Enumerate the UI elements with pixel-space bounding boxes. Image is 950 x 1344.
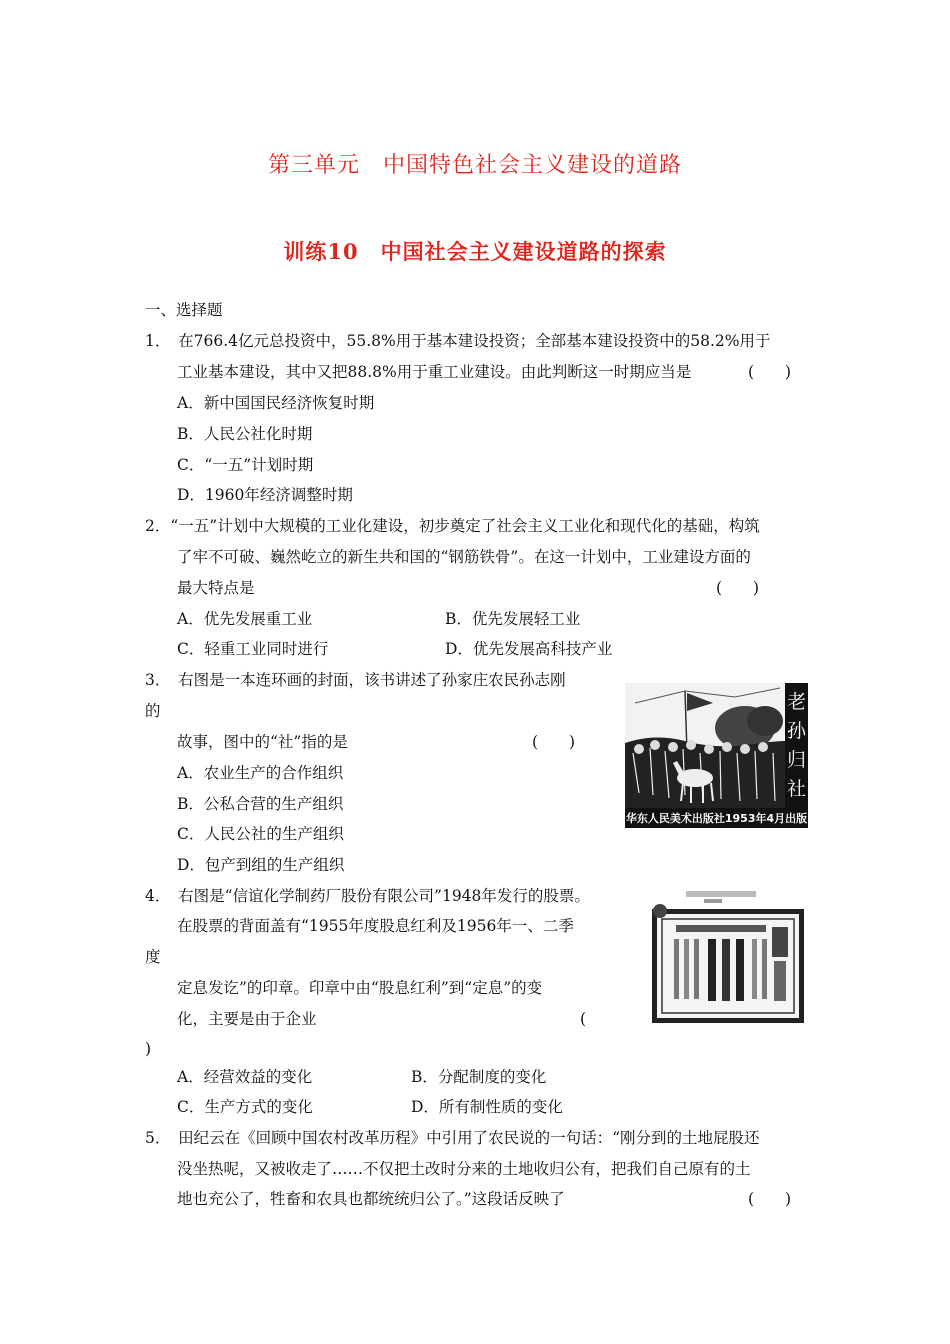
option-c: C．人民公社的生产组织 [177, 825, 344, 843]
section-title: 一、选择题 [145, 301, 223, 319]
unit-title: 第三单元 中国特色社会主义建设的道路 [267, 153, 682, 178]
comic-title-char: 孙 [786, 720, 806, 742]
option-a: A．优先发展重工业 [177, 610, 313, 628]
question-text-line: 5． 田纪云在《回顾中国农村改革历程》中引用了农民说的一句话：“刚分到的土地屁股还 [145, 1129, 760, 1147]
question-text-line: 定息发讫”的印章。印章中由“股息红利”到“定息”的变 [177, 979, 543, 997]
question-text-line: 2．“一五”计划中大规模的工业化建设，初步奠定了社会主义工业化和现代化的基础，构筑 [145, 517, 760, 535]
question-text-line: 度 [145, 948, 161, 966]
option-b: B．分配制度的变化 [411, 1068, 547, 1086]
question-text-line: 地也充公了，牲畜和农具也都统统归公了。”这段话反映了 [177, 1190, 565, 1208]
option-d: D．1960年经济调整时期 [177, 486, 353, 504]
question-text-line: 了牢不可破、巍然屹立的新生共和国的“钢筋铁骨”。在这一计划中，工业建设方面的 [177, 548, 751, 566]
question-text-line: 没坐热呢，又被收走了……不仅把土改时分来的土地收归公有，把我们自己原有的土 [177, 1160, 751, 1178]
option-c: C．生产方式的变化 [177, 1098, 313, 1116]
answer-parenthesis-close: ) [145, 1040, 152, 1058]
question-text-line: 在股票的背面盖有“1955年度股息红利及1956年一、二季 [177, 917, 574, 935]
option-d: D．优先发展高科技产业 [445, 640, 613, 658]
question-text-line: 故事，图中的“社”指的是 [177, 733, 348, 751]
option-a: A．农业生产的合作组织 [177, 764, 344, 782]
option-d: D．所有制性质的变化 [411, 1098, 563, 1116]
question-text-line: 化，主要是由于企业 [177, 1010, 317, 1028]
answer-parenthesis-open: ( [580, 1010, 587, 1028]
question-text-line: 3． 右图是一本连环画的封面，该书讲述了孙家庄农民孙志刚 [145, 671, 566, 689]
question-text-line: 1． 在766.4亿元总投资中，55.8%用于基本建设投资；全部基本建设投资中的58.2%用于 [145, 332, 771, 350]
answer-parenthesis: ( ) [748, 363, 792, 381]
option-a: A．经营效益的变化 [177, 1068, 313, 1086]
comic-cover-image [625, 683, 808, 828]
option-b: B．人民公社化时期 [177, 425, 313, 443]
question-text-line: 的 [145, 702, 161, 720]
comic-cover-illustration [625, 683, 808, 828]
question-text-line: 工业基本建设，其中又把88.8%用于重工业建设。由此判断这一时期应当是 [177, 363, 692, 381]
comic-title-char: 归 [786, 749, 806, 771]
comic-caption: 华东人民美术出版社1953年4月出版 [625, 812, 808, 825]
option-b: B．公私合营的生产组织 [177, 795, 344, 813]
option-d: D．包产到组的生产组织 [177, 856, 345, 874]
answer-parenthesis: ( ) [716, 579, 760, 597]
comic-title-char: 社 [786, 778, 806, 800]
answer-parenthesis: ( ) [748, 1190, 792, 1208]
question-text-line: 最大特点是 [177, 579, 255, 597]
answer-parenthesis: ( ) [532, 733, 576, 751]
comic-title-char: 老 [786, 691, 806, 713]
question-text-line: 4． 右图是“信谊化学制药厂股份有限公司”1948年发行的股票。 [145, 887, 590, 905]
stock-certificate-image [646, 887, 806, 1027]
lesson-title: 训练10 中国社会主义建设道路的探索 [283, 239, 667, 264]
option-c: C．轻重工业同时进行 [177, 640, 329, 658]
option-b: B．优先发展轻工业 [445, 610, 581, 628]
option-a: A．新中国国民经济恢复时期 [177, 394, 375, 412]
option-c: C．“一五”计划时期 [177, 456, 314, 474]
stock-certificate-illustration [646, 887, 806, 1027]
